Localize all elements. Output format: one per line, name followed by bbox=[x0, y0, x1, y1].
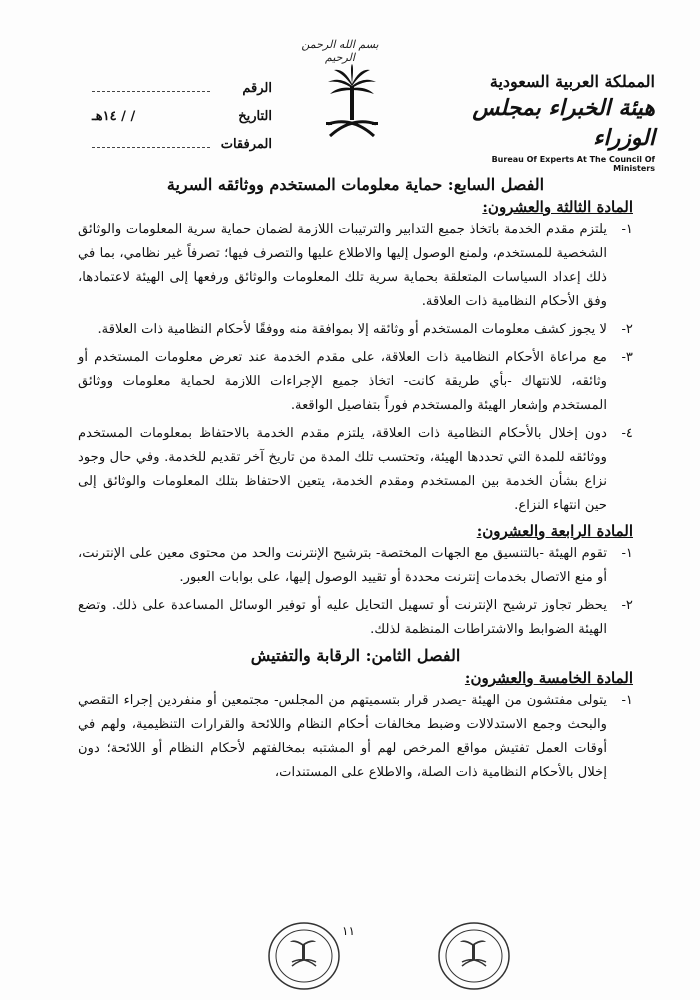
document-meta bbox=[92, 74, 272, 158]
reference-label: الرقم bbox=[242, 80, 272, 96]
item-number: ١- bbox=[621, 693, 633, 708]
item-text: يتولى مفتشون من الهيئة -يصدر قرار بتسميتهم من المجلس- مجتمعين أو منفردين إجراء التقصي والبحث وجمع الاستدلالات وضبط مخالفات أحكام النظام واللائحة والقرارات التنظيمية، ولهم في أوقات العمل تفتيش مواقع المرخص لهم أو المشتبه بمخالفتهم لأحكام النظام أو اللائحة؛ دون إخلال بالأحكام النظامية ذات الصلة، والاطلاع على المستندات، bbox=[78, 693, 607, 780]
item-text: لا يجوز كشف معلومات المستخدم أو وثائقه إلا بموافقة منه ووفقًا لأحكام النظامية ذات العلاقة. bbox=[97, 322, 607, 337]
punch-hole-icon bbox=[634, 620, 650, 636]
article-23-title: المادة الثالثة والعشرون: bbox=[482, 198, 633, 216]
article-24-item bbox=[78, 542, 633, 590]
document-body bbox=[78, 175, 633, 789]
item-number: ٢- bbox=[621, 598, 633, 613]
item-number: ٣- bbox=[621, 350, 633, 365]
attachments-row bbox=[92, 130, 272, 158]
article-23-item bbox=[78, 346, 633, 418]
article-23-item bbox=[78, 218, 633, 314]
article-23-item bbox=[78, 422, 633, 518]
bureau-name-english: Bureau Of Experts At The Council Of Ministers bbox=[491, 155, 655, 173]
official-seal-icon bbox=[436, 918, 512, 994]
article-24-title: المادة الرابعة والعشرون: bbox=[476, 522, 633, 540]
footer bbox=[0, 918, 700, 998]
date-row bbox=[92, 102, 272, 130]
item-number: ١- bbox=[621, 546, 633, 561]
article-23-item bbox=[78, 318, 633, 342]
page-number: ١١ bbox=[342, 924, 355, 938]
item-text: يلتزم مقدم الخدمة باتخاذ جميع التدابير والترتيبات اللازمة لضمان حماية سرية المعلومات والوثائق الشخصية للمستخدم، ولمنع الوصول إليها والاطلاع عليها والتصرف فيها؛ تصرفاً غير نظامي، بما في ذلك إعداد السياسات المتعلقة بحماية سرية تلك المعلومات والوثائق ورفعها إلى الهيئة لاعتمادها، وفق الأحكام النظامية ذات العلاقة. bbox=[78, 222, 607, 309]
item-text: دون إخلال بالأحكام النظامية ذات العلاقة، يلتزم مقدم الخدمة بالاحتفاظ بمعلومات المستخدم ووثائقه للمدة التي تحددها الهيئة، وتحتسب تلك المدة من تاريخ آخر تقديم للخدمة. وفي حال وجود نزاع بشأن الخدمة بين المستخدم ومقدم الخدمة، يتعين الاحتفاظ بتلك المعلومات والوثائق إلى حين انتهاء النزاع. bbox=[78, 426, 607, 513]
reference-row bbox=[92, 74, 272, 102]
attachments-label: المرفقات bbox=[220, 136, 272, 152]
attachments-line bbox=[92, 147, 210, 148]
chapter-eight-title: الفصل الثامن: الرقابة والتفتيش bbox=[250, 646, 461, 665]
date-value: / / ١٤هـ bbox=[92, 108, 136, 124]
basmala: بسم الله الرحمن الرحيم bbox=[301, 38, 379, 64]
palm-swords-emblem-icon bbox=[322, 62, 382, 142]
chapter-seven-title: الفصل السابع: حماية معلومات المستخدم ووثائقه السرية bbox=[166, 175, 545, 194]
item-text: يحظر تجاوز ترشيح الإنترنت أو تسهيل التحايل عليه أو توفير الوسائل المساعدة على ذلك. وتضع الهيئة الضوابط والاشتراطات المنظمة لذلك. bbox=[78, 598, 607, 637]
kingdom-name: المملكة العربية السعودية bbox=[489, 72, 655, 91]
article-24-item bbox=[78, 594, 633, 642]
date-label: التاريخ bbox=[238, 108, 272, 124]
punch-hole-icon bbox=[634, 352, 650, 368]
article-25-title: المادة الخامسة والعشرون: bbox=[464, 669, 633, 687]
item-number: ٢- bbox=[621, 322, 633, 337]
item-text: تقوم الهيئة -بالتنسيق مع الجهات المختصة- بترشيح الإنترنت والحد من محتوى معين على الإنترنت، أو منع الاتصال بخدمات إنترنت محددة أو تقييد الوصول إليها، على بوابات العبور. bbox=[78, 546, 607, 585]
official-seal-icon bbox=[266, 918, 342, 994]
item-text: مع مراعاة الأحكام النظامية ذات العلاقة، على مقدم الخدمة عند تعرض معلومات المستخدم أو وثائقه، للانتهاك -بأي طريقة كانت- اتخاذ جميع الإجراءات اللازمة لحماية معلومات ووثائق المستخدم وإشعار الهيئة والمستخدم فوراً بتفاصيل الواقعة. bbox=[78, 350, 607, 413]
bureau-name-arabic: هيئة الخبراء بمجلس الوزراء bbox=[472, 95, 655, 151]
item-number: ٤- bbox=[621, 426, 633, 441]
item-number: ١- bbox=[621, 222, 633, 237]
reference-line bbox=[92, 91, 210, 92]
organization-header bbox=[455, 72, 655, 173]
article-25-item bbox=[78, 689, 633, 785]
